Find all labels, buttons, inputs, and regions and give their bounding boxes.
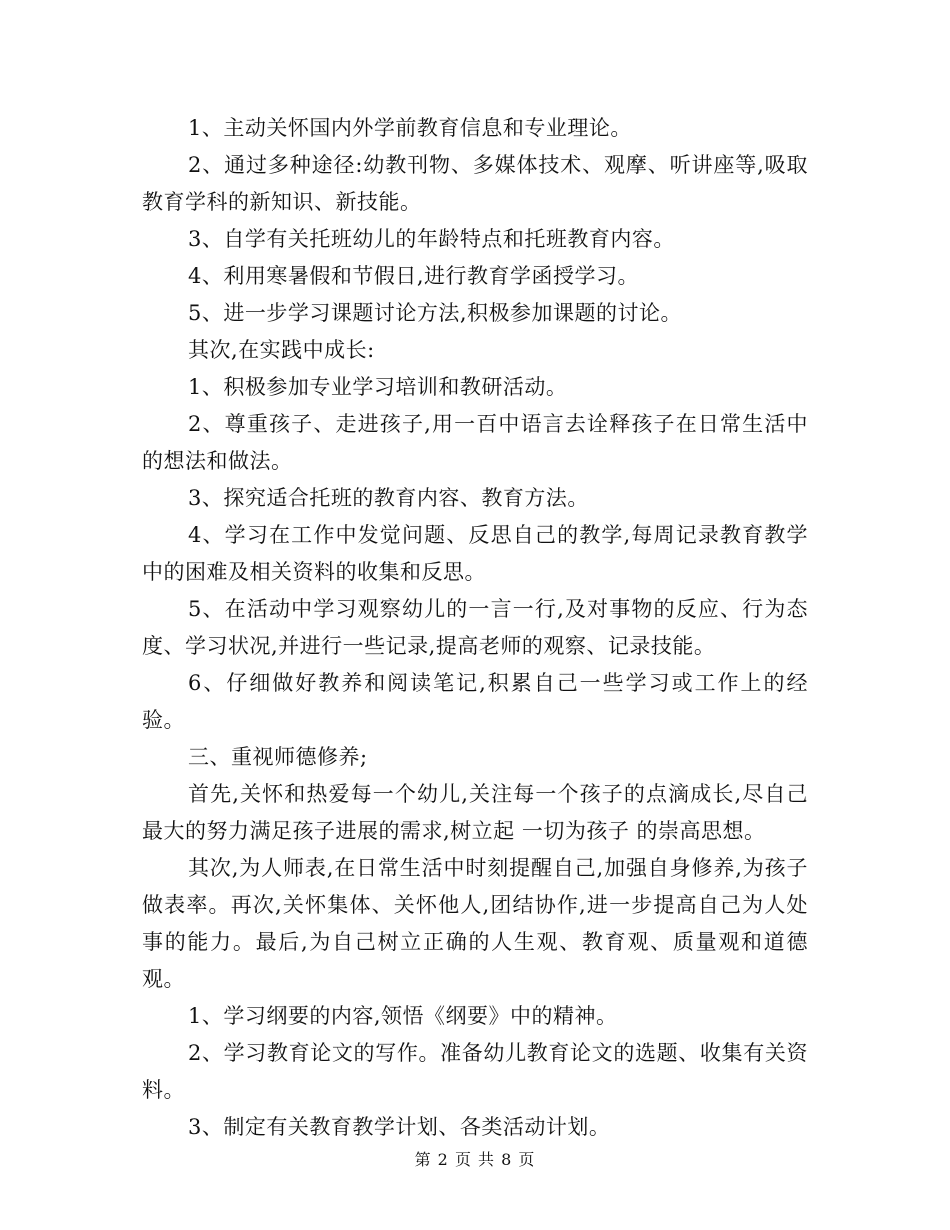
paragraph: 2、尊重孩子、走进孩子,用一百中语言去诠释孩子在日常生活中的想法和做法。 [142, 412, 808, 473]
paragraph: 1、学习纲要的内容,领悟《纲要》中的精神。 [188, 1004, 618, 1028]
paragraph: 2、通过多种途径:幼教刊物、多媒体技术、观摩、听讲座等,吸取教育学科的新知识、新技能。 [142, 153, 808, 214]
paragraph: 其次,为人师表,在日常生活中时刻提醒自己,加强自身修养,为孩子做表率。再次,关怀集体、关怀他人,团结协作,进一步提高自己为人处事的能力。最后,为自己树立正确的人生观、教育观、质量观和道德观。 [142, 856, 808, 991]
paragraph: 1、主动关怀国内外学前教育信息和专业理论。 [188, 116, 632, 140]
section-heading: 其次,在实践中成长: [188, 338, 375, 362]
paragraph: 5、进一步学习课题讨论方法,积极参加课题的讨论。 [188, 301, 683, 325]
section-heading: 三、重视师德修养; [188, 745, 368, 769]
paragraph: 5、在活动中学习观察幼儿的一言一行,及对事物的反应、行为态度、学习状况,并进行一些记录,提高老师的观察、记录技能。 [142, 597, 808, 658]
paragraph: 3、探究适合托班的教育内容、教育方法。 [188, 486, 589, 510]
paragraph: 首先,关怀和热爱每一个幼儿,关注每一个孩子的点滴成长,尽自己最大的努力满足孩子进展的需求,树立起 一切为孩子 的崇高思想。 [142, 782, 808, 843]
paragraph: 2、学习教育论文的写作。准备幼儿教育论文的选题、收集有关资料。 [142, 1041, 808, 1102]
paragraph: 6、仔细做好教养和阅读笔记,积累自己一些学习或工作上的经验。 [142, 671, 808, 732]
paragraph: 4、利用寒暑假和节假日,进行教育学函授学习。 [188, 264, 640, 288]
paragraph: 3、自学有关托班幼儿的年龄特点和托班教育内容。 [188, 227, 675, 251]
paragraph: 1、积极参加专业学习培训和教研活动。 [188, 375, 568, 399]
paragraph: 3、制定有关教育教学计划、各类活动计划。 [188, 1115, 611, 1139]
page-number: 第 2 页 共 8 页 [414, 1150, 536, 1169]
document-body [142, 110, 808, 1146]
paragraph: 4、学习在工作中发觉问题、反思自己的教学,每周记录教育教学中的困难及相关资料的收集和反思。 [142, 523, 808, 584]
